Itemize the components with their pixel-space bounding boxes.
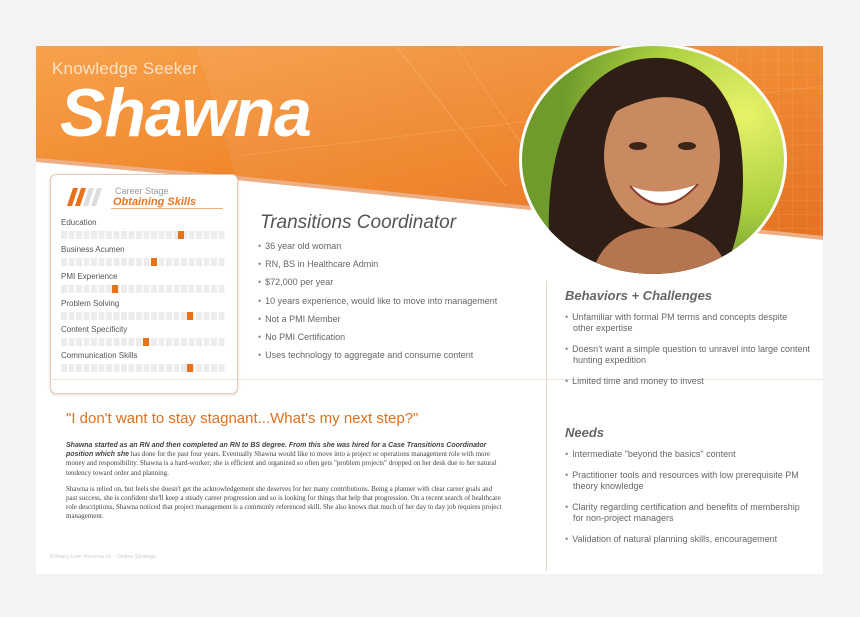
skill-marker	[187, 364, 193, 372]
persona-story	[66, 441, 502, 529]
skill-label: Education	[61, 218, 97, 227]
needs-heading: Needs	[565, 425, 605, 440]
career-stage-label: Career Stage	[115, 186, 169, 196]
stage-stripes-icon	[63, 188, 109, 206]
story-paragraph: Shawna is relied on, but feels she doesn't get the acknowledgement she deserves for her many contributions. Being a planner with clear career goals and past success, she is confident she'll keep a steady career progression and so is looking for things that help that progression. On a recent search of healthcare role descriptions, Shawna noticed that project management is a commonly referenced skill. She also knows that much of her day to day job requires project management.	[66, 484, 502, 521]
persona-quote: "I don't want to stay stagnant...What's my next step?"	[66, 410, 419, 427]
skill-label: Content Specificity	[61, 325, 128, 334]
skill-marker	[112, 285, 118, 293]
career-stage-value: Obtaining Skills	[113, 196, 197, 208]
skill-meter	[61, 258, 225, 266]
skill-label: Communication Skills	[61, 351, 138, 360]
persona-card	[36, 46, 823, 574]
story-text: has done for the past four years. Eventually Shawna would like to move into a project or operations management role with more money and responsibility. Shawna is a hard-worker; she is efficient and organized so often gets "problem projects" dropped on her desk due to her natural tendency toward order and planning.	[66, 450, 497, 477]
skill-marker	[143, 338, 149, 346]
skill-marker	[178, 231, 184, 239]
career-stage-panel	[50, 174, 238, 394]
fact-item: • Not a PMI Member	[258, 314, 497, 332]
skill-business-acumen	[61, 245, 229, 267]
career-stage-underline	[111, 208, 223, 209]
skill-marker	[151, 258, 157, 266]
fact-item: • RN, BS in Healthcare Admin	[258, 259, 497, 277]
column-divider	[546, 281, 547, 571]
skill-marker	[187, 312, 193, 320]
skill-meter	[61, 231, 225, 239]
behaviors-heading: Behaviors + Challenges	[565, 288, 713, 303]
need-item: • Validation of natural planning skills, encouragement	[565, 534, 810, 545]
persona-name: Shawna	[60, 75, 311, 151]
persona-subtitle: Knowledge Seeker	[52, 59, 198, 78]
needs-list	[565, 449, 810, 545]
skill-pmi-experience	[61, 272, 229, 294]
fact-item: • Uses technology to aggregate and consume content	[258, 350, 497, 368]
skill-meter	[61, 364, 225, 372]
need-item: • Clarity regarding certification and benefits of membership for non-project managers	[565, 502, 810, 524]
fact-item: • No PMI Certification	[258, 332, 497, 350]
skill-problem-solving	[61, 299, 229, 321]
footer-note: Primary User Persona v1 – Online Strategy	[50, 554, 156, 560]
behavior-item: • Unfamiliar with formal PM terms and concepts despite other expertise	[565, 312, 810, 334]
skill-meter	[61, 285, 225, 293]
skill-meter	[61, 312, 225, 320]
fact-item: • 10 years experience, would like to move into management	[258, 296, 497, 314]
persona-facts-list	[258, 241, 497, 368]
story-lead: Shawna started as an RN and then completed an RN to BS degree. From this she was hired for a Case Transitions Coordinator position which she	[66, 442, 487, 459]
skill-content-specificity	[61, 325, 229, 347]
behavior-item: • Limited time and money to invest	[565, 376, 810, 387]
need-item: • Intermediate "beyond the basics" content	[565, 449, 810, 460]
skill-communication	[61, 351, 229, 373]
skill-education	[61, 218, 229, 240]
persona-photo	[522, 46, 784, 274]
behavior-item: • Doesn't want a simple question to unravel into large content hunting expedition	[565, 344, 810, 366]
skill-label: Business Acumen	[61, 245, 125, 254]
skill-label: PMI Experience	[61, 272, 118, 281]
skill-label: Problem Solving	[61, 299, 120, 308]
fact-item: • 36 year old woman	[258, 241, 497, 259]
need-item: • Practitioner tools and resources with low prerequisite PM theory knowledge	[565, 470, 810, 492]
skill-meter	[61, 338, 225, 346]
career-stage-header	[63, 186, 233, 208]
story-paragraph	[66, 441, 502, 478]
fact-item: • $72,000 per year	[258, 277, 497, 295]
job-title: Transitions Coordinator	[260, 212, 457, 233]
behaviors-list	[565, 312, 810, 387]
